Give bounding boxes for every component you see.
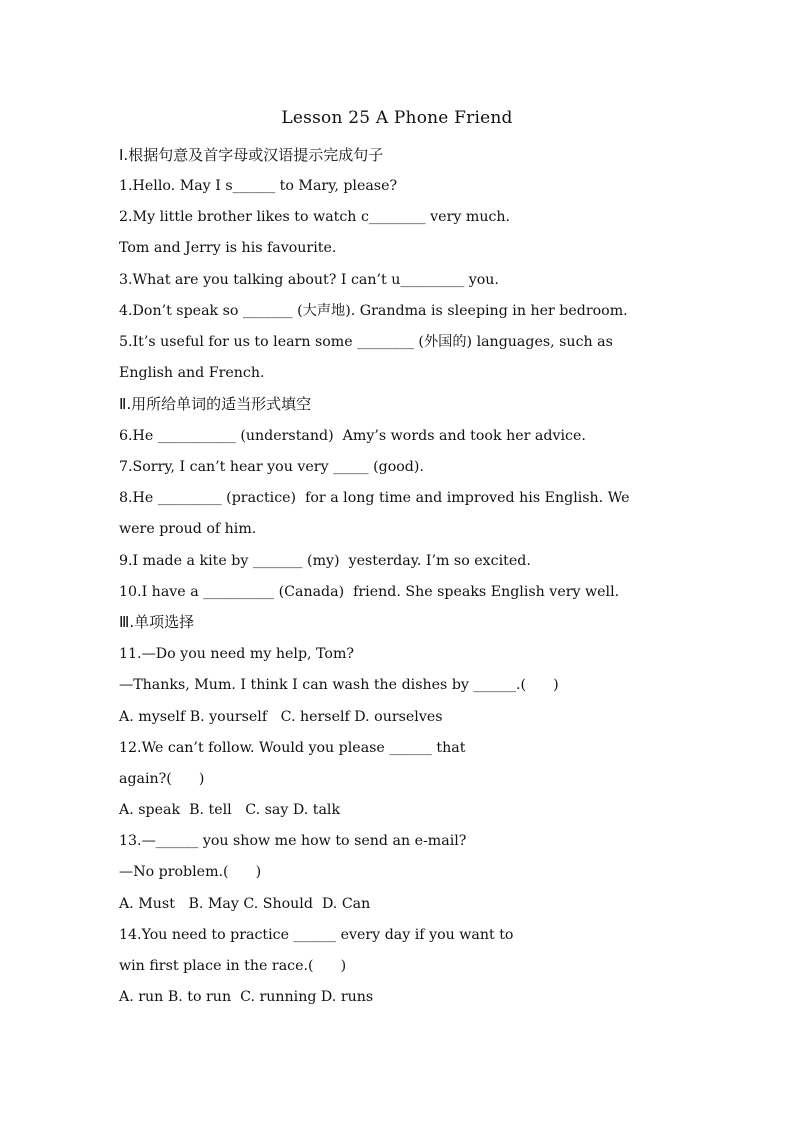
question-8-continued: were proud of him. <box>119 521 257 537</box>
question-13-options: A. Must B. May C. Should D. Can <box>119 896 371 912</box>
question-12: 12.We can’t follow. Would you please ______ that <box>119 740 466 756</box>
question-14-options: A. run B. to run C. running D. runs <box>119 989 374 1005</box>
question-7: 7.Sorry, I can’t hear you very _____ (good). <box>119 459 424 475</box>
question-12-continued: again?( ) <box>119 771 205 787</box>
section-1-heading: Ⅰ.根据句意及首字母或汉语提示完成句子 <box>119 146 384 164</box>
question-12-options: A. speak B. tell C. say D. talk <box>119 802 341 818</box>
question-5: 5.It’s useful for us to learn some ________ (外国的) languages, such as <box>119 334 613 350</box>
lesson-title: Lesson 25 A Phone Friend <box>281 108 513 128</box>
question-13-continued: —No problem.( ) <box>119 864 262 880</box>
question-10: 10.I have a __________ (Canada) friend. She speaks English very well. <box>119 584 620 600</box>
question-11-continued: —Thanks, Mum. I think I can wash the dishes by ______.( ) <box>119 677 559 693</box>
section-3-heading: Ⅲ.单项选择 <box>119 613 195 631</box>
question-14-continued: win first place in the race.( ) <box>119 958 347 974</box>
question-13: 13.—______ you show me how to send an e-mail? <box>119 833 467 849</box>
question-6: 6.He ___________ (understand) Amy’s words and took her advice. <box>119 428 586 444</box>
question-14: 14.You need to practice ______ every day if you want to <box>119 927 514 943</box>
question-4: 4.Don’t speak so _______ (大声地). Grandma is sleeping in her bedroom. <box>119 303 628 319</box>
question-8: 8.He _________ (practice) for a long time and improved his English. We <box>119 490 630 506</box>
question-1: 1.Hello. May I s______ to Mary, please? <box>119 178 398 194</box>
question-11-options: A. myself B. yourself C. herself D. ourselves <box>119 709 443 725</box>
question-2-continued: Tom and Jerry is his favourite. <box>119 240 337 256</box>
section-2-heading: Ⅱ.用所给单词的适当形式填空 <box>119 395 312 413</box>
question-11: 11.—Do you need my help, Tom? <box>119 646 355 662</box>
question-3: 3.What are you talking about? I can’t u_________ you. <box>119 272 499 288</box>
question-9: 9.I made a kite by _______ (my) yesterday. I’m so excited. <box>119 553 531 569</box>
question-5-continued: English and French. <box>119 365 265 381</box>
question-2: 2.My little brother likes to watch c________ very much. <box>119 209 511 225</box>
